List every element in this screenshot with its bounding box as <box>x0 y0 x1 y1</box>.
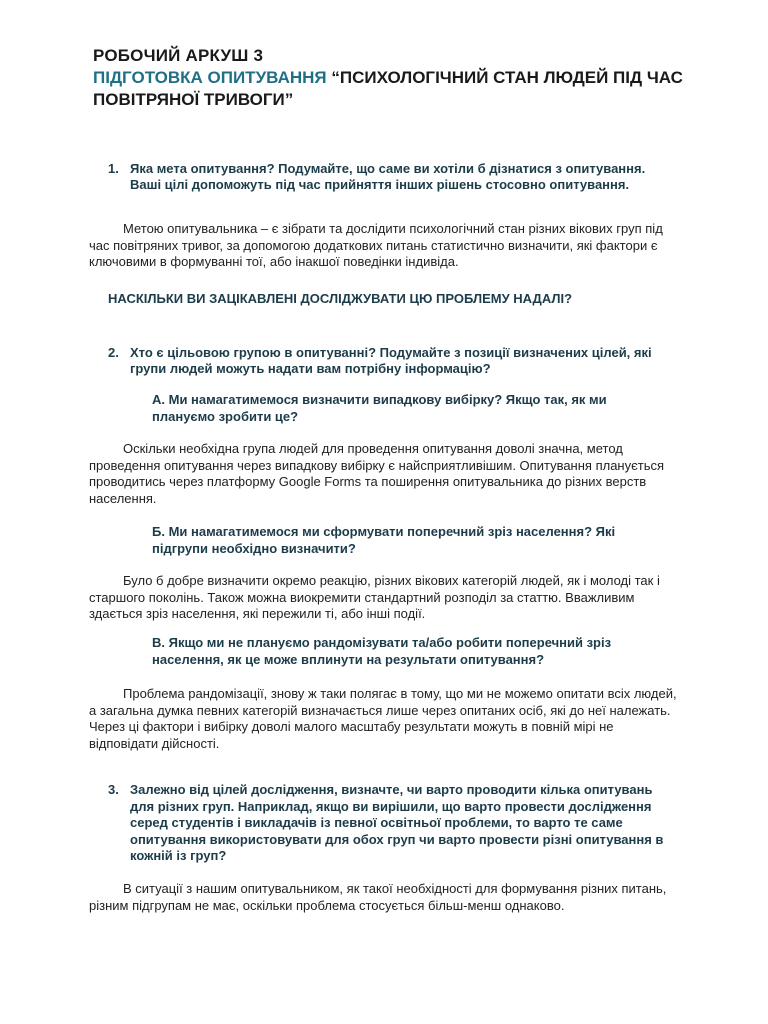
question-2 <box>108 345 670 377</box>
question-3 <box>108 782 675 865</box>
interest-question: НАСКІЛЬКИ ВИ ЗАЦІКАВЛЕНІ ДОСЛІДЖУВАТИ ЦЮ ПРОБЛЕМУ НАДАЛІ? <box>108 291 573 306</box>
survey-topic: “ПСИХОЛОГІЧНИЙ СТАН ЛЮДЕЙ ПІД ЧАС ПОВІТРЯНОЇ ТРИВОГИ” <box>93 68 683 109</box>
question-1 <box>108 161 670 193</box>
answer-2b: Було б добре визначити окремо реакцію, різних вікових категорій людей, як і молоді так і старшого поколінь. Також можна виокремити стандартний розподіл за статтю. Вважливим здається зріз населення, які пережили ті, або інші події. <box>89 573 660 621</box>
question-1-number: 1. <box>108 161 119 176</box>
question-2a: А. Ми намагатимемося визначити випадкову вибірку? Якщо так, як ми плануємо зробити це? <box>152 392 607 424</box>
worksheet-title: РОБОЧИЙ АРКУШ 3 <box>93 46 264 65</box>
answer-3: В ситуації з нашим опитувальником, як такої необхідності для формування різних питань, різним підгрупам не має, оскільки проблема стосується більш-менш однаково. <box>89 881 667 913</box>
answer-2c: Проблема рандомізації, знову ж таки полягає в тому, що ми не можемо опитати всіх людей, а загальна думка певних категорій визначається лише через опитаних осіб, які до неї належать. Через ці фактори і вибірку доволі малого масштабу результати можуть в повній мірі не відповідати дійсності. <box>89 686 677 751</box>
answer-1: Метою опитувальника – є зібрати та дослідити психологічний стан різних вікових груп під час повітряних тривог, за допомогою додаткових питань статистично визначити, які фактори є ключовими в формуванні тої, або інакшої поведінки індивіда. <box>89 221 663 269</box>
survey-prep-label: ПІДГОТОВКА ОПИТУВАННЯ <box>93 68 327 87</box>
survey-title <box>93 67 693 111</box>
question-2-text: Хто є цільовою групою в опитуванні? Подумайте з позиції визначених цілей, які групи людей можуть надати вам потрібну інформацію? <box>130 345 652 376</box>
answer-2a: Оскільки необхідна група людей для проведення опитування доволі значна, метод проведення опитування через випадкову вибірку є найсприятливішим. Опитування планується проводитись через платформу Google Forms та поширення опитувальника до різних верств населення. <box>89 441 665 506</box>
question-2b: Б. Ми намагатимемося ми сформувати поперечний зріз населення? Які підгрупи необхідно визначити? <box>152 524 616 556</box>
question-2c: В. Якщо ми не плануємо рандомізувати та/або робити поперечний зріз населення, як це може вплинути на результати опитування? <box>152 635 612 667</box>
question-1-text: Яка мета опитування? Подумайте, що саме ви хотіли б дізнатися з опитування. Ваші цілі допоможуть під час прийняття інших рішень стосовно опитування. <box>130 161 646 192</box>
question-2-number: 2. <box>108 345 119 360</box>
question-3-number: 3. <box>108 782 119 797</box>
question-3-text: Залежно від цілей дослідження, визначте, чи варто проводити кілька опитувань для різних груп. Наприклад, якщо ви вирішили, що варто провести дослідження серед студентів і викладачів із певної освітньої проблеми, то варто те саме опитування використовувати для обох груп чи варто провести різні опитування в кожній із груп? <box>130 782 664 863</box>
